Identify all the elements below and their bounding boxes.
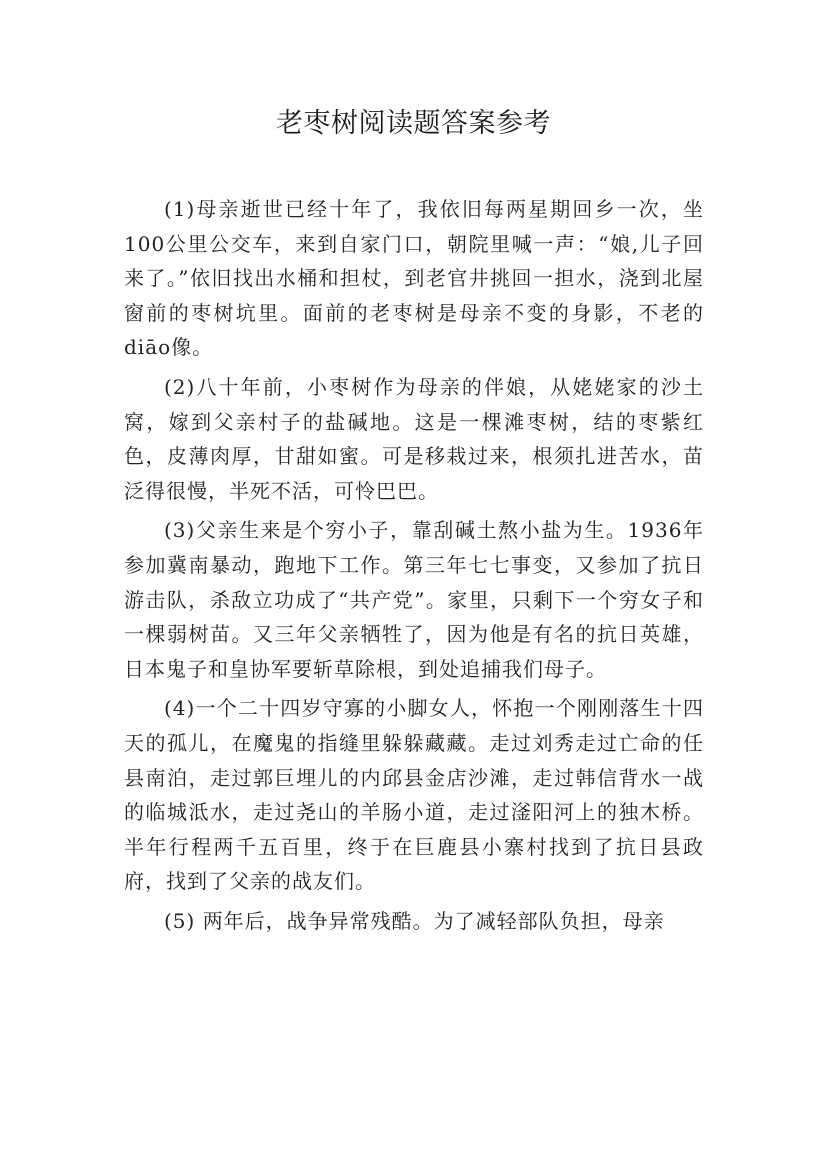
paragraph-3: (3)父亲生来是个穷小子，靠刮碱土熬小盐为生。1936年参加冀南暴动，跑地下工作。第三年七七事变，又参加了抗日游击队，杀敌立功成了“共产党”。家里，只剩下一个穷女子和一棵弱树苗。又三年父亲牺牲了，因为他是有名的抗日英雄，日本鬼子和皇协军要斩草除根，到处追捕我们母子。 bbox=[124, 518, 704, 681]
document-body bbox=[124, 192, 704, 943]
paragraph-1: (1)母亲逝世已经十年了，我依旧每两星期回乡一次，坐100公里公交车，来到自家门口，朝院里喊一声：“娘,儿子回来了。”依旧找出水桶和担杖，到老官井挑回一担水，浇到北屋窗前的枣树坑里。面前的老枣树是母亲不变的身影，不老的diāo像。 bbox=[124, 197, 704, 360]
paragraph-4: (4)一个二十四岁守寡的小脚女人，怀抱一个刚刚落生十四天的孤儿，在魔鬼的指缝里躲躲藏藏。走过刘秀走过亡命的任县南泊，走过郭巨埋儿的内邱县金店沙滩，走过韩信背水一战的临城泜水，走过尧山的羊肠小道，走过滏阳河上的独木桥。半年行程两千五百里，终于在巨鹿县小寨村找到了抗日县政府，找到了父亲的战友们。 bbox=[124, 696, 704, 894]
document-title: 老枣树阅读题答案参考 bbox=[276, 108, 551, 139]
paragraph-5: (5) 两年后，战争异常残酷。为了减轻部队负担，母亲 bbox=[164, 908, 665, 933]
paragraph-2: (2)八十年前，小枣树作为母亲的伴娘，从姥姥家的沙土窝，嫁到父亲村子的盐碱地。这是一棵滩枣树，结的枣紫红色，皮薄肉厚，甘甜如蜜。可是移栽过来，根须扎进苦水，苗泛得很慢，半死不活，可怜巴巴。 bbox=[124, 374, 704, 503]
